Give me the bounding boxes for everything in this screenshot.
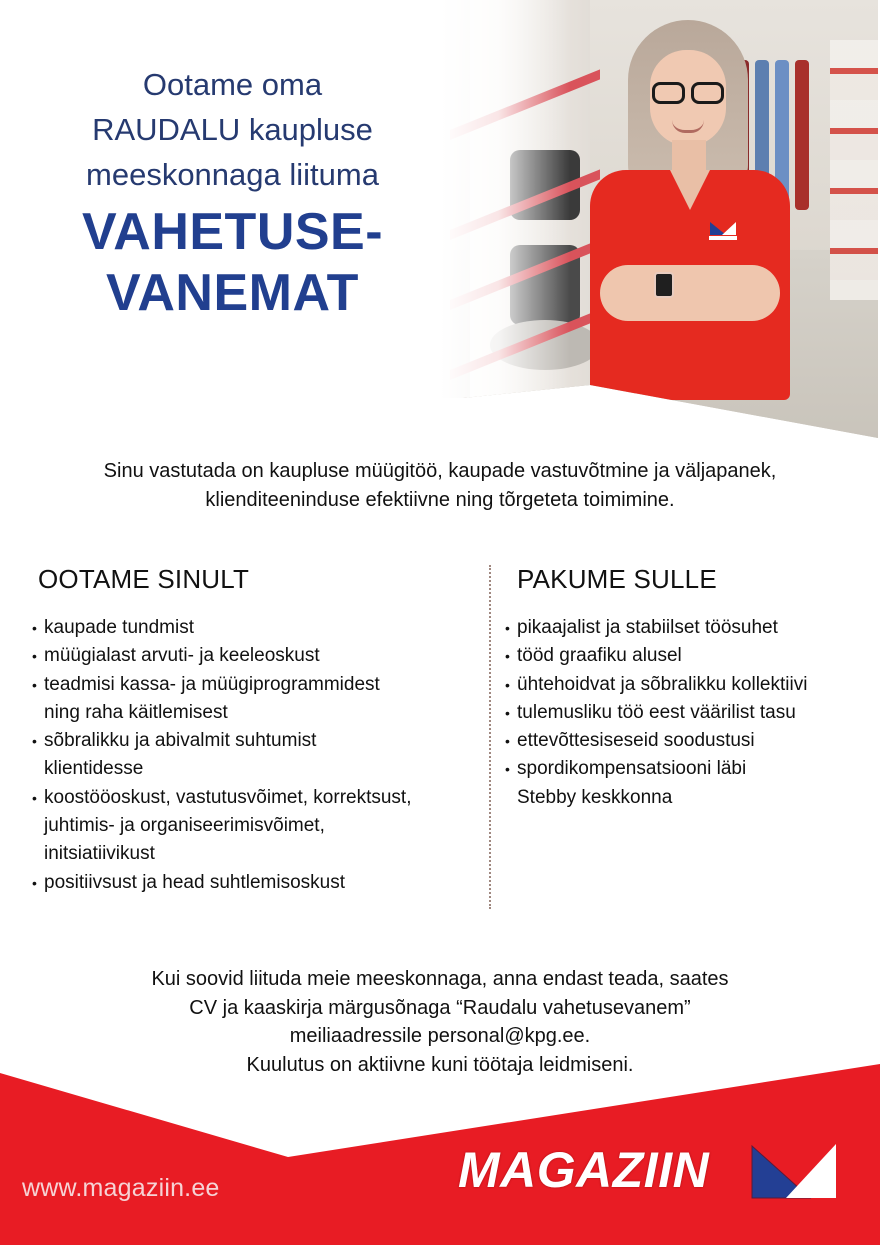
job-title-line: VAHETUSE- xyxy=(81,203,384,261)
requirements-list xyxy=(32,614,482,897)
closing-line: Kui soovid liituda meie meeskonnaga, anna endast teada, saates xyxy=(151,968,729,990)
list-item xyxy=(32,869,482,897)
list-item xyxy=(505,642,880,670)
crossed-arms xyxy=(600,265,780,321)
responsibilities-paragraph xyxy=(0,457,880,515)
list-item-text: koostööoskust, vastutusvõimet, korrektsust, xyxy=(44,786,412,808)
magaziin-logo xyxy=(450,1140,850,1205)
bullet-icon: • xyxy=(505,648,510,665)
headline-intro-line: RAUDALU kaupluse xyxy=(92,112,373,147)
list-item-text: kaupade tundmist xyxy=(44,617,194,638)
list-item xyxy=(32,671,482,728)
list-item-text: pikaajalist ja stabiilset töösuhet xyxy=(517,617,778,638)
shirt-logo-icon xyxy=(708,220,738,242)
list-item xyxy=(505,614,880,642)
website-link[interactable]: www.magaziin.ee xyxy=(22,1174,220,1202)
closing-line: CV ja kaaskirja märgusõnaga “Raudalu vahetusevanem” xyxy=(189,996,691,1019)
headline xyxy=(0,62,465,324)
list-item-text: positiivsust ja head suhtlemisoskust xyxy=(44,871,345,893)
list-item-text: tulemusliku töö eest väärilist tasu xyxy=(517,701,796,723)
list-item xyxy=(505,671,880,699)
list-item xyxy=(32,784,482,869)
list-item-text: müügialast arvuti- ja keeleoskust xyxy=(44,645,320,667)
bullet-icon: • xyxy=(32,789,37,806)
list-item-text: ning raha käitlemisest xyxy=(44,701,228,723)
list-item-text: spordikompensatsiooni läbi xyxy=(517,758,747,780)
contact-email-line[interactable]: meiliaadressile personal@kpg.ee. xyxy=(289,1025,591,1047)
list-item-text: sõbralikku ja abivalmit suhtumist xyxy=(44,730,317,752)
bullet-icon: • xyxy=(32,733,37,750)
list-item-text: Stebby keskkonna xyxy=(517,786,673,808)
benefits-section xyxy=(505,560,880,812)
list-item-text: klientidesse xyxy=(44,758,144,780)
list-item xyxy=(505,755,880,812)
list-item xyxy=(32,642,482,670)
employee-figure xyxy=(590,20,790,400)
list-item-text: ühtehoidvat ja sõbralikku kollektiivi xyxy=(517,673,808,695)
bullet-icon: • xyxy=(32,620,37,636)
benefits-list xyxy=(505,614,880,812)
store-shelf-right xyxy=(830,40,878,300)
list-item xyxy=(505,727,880,755)
requirements-heading: OOTAME SINULT xyxy=(38,564,250,594)
list-item-text: tööd graafiku alusel xyxy=(517,645,682,667)
hero-photo xyxy=(440,0,878,440)
bullet-icon: • xyxy=(32,648,37,665)
bullet-icon: • xyxy=(505,761,510,778)
bullet-icon: • xyxy=(505,733,510,750)
list-item xyxy=(32,614,482,642)
smartwatch xyxy=(654,272,674,298)
intro-line: klienditeeninduse efektiivne ning tõrgeteta toimimine. xyxy=(205,489,675,511)
benefits-heading: PAKUME SULLE xyxy=(517,564,717,594)
bullet-icon: • xyxy=(505,676,510,693)
list-item xyxy=(505,699,880,727)
bullet-icon: • xyxy=(32,874,37,891)
list-item-text: juhtimis- ja organiseerimisvõimet, xyxy=(44,815,325,837)
list-item xyxy=(32,727,482,784)
list-item-text: initsiatiivikust xyxy=(44,843,155,865)
list-item-text: ettevõttesiseseid soodustusi xyxy=(517,730,755,752)
glasses-icon xyxy=(648,82,728,106)
bullet-icon: • xyxy=(32,676,37,693)
headline-intro-line: meeskonnaga liituma xyxy=(86,157,379,192)
list-item-text: teadmisi kassa- ja müügiprogrammidest xyxy=(44,673,380,695)
logo-wordmark: MAGAZIIN xyxy=(458,1142,710,1198)
job-title-line: VANEMAT xyxy=(106,264,359,322)
magaziin-logo-icon xyxy=(748,1142,840,1200)
intro-line: Sinu vastutada on kaupluse müügitöö, kaupade vastuvõtmine ja väljapanek, xyxy=(103,460,777,482)
bullet-icon: • xyxy=(505,704,510,721)
headline-intro-line: Ootame oma xyxy=(142,67,323,102)
closing-line: Kuulutus on aktiivne kuni töötaja leidmiseni. xyxy=(246,1053,634,1076)
requirements-section xyxy=(32,560,482,897)
bullet-icon: • xyxy=(505,620,510,636)
column-divider xyxy=(489,565,491,909)
store-rack xyxy=(795,60,809,210)
